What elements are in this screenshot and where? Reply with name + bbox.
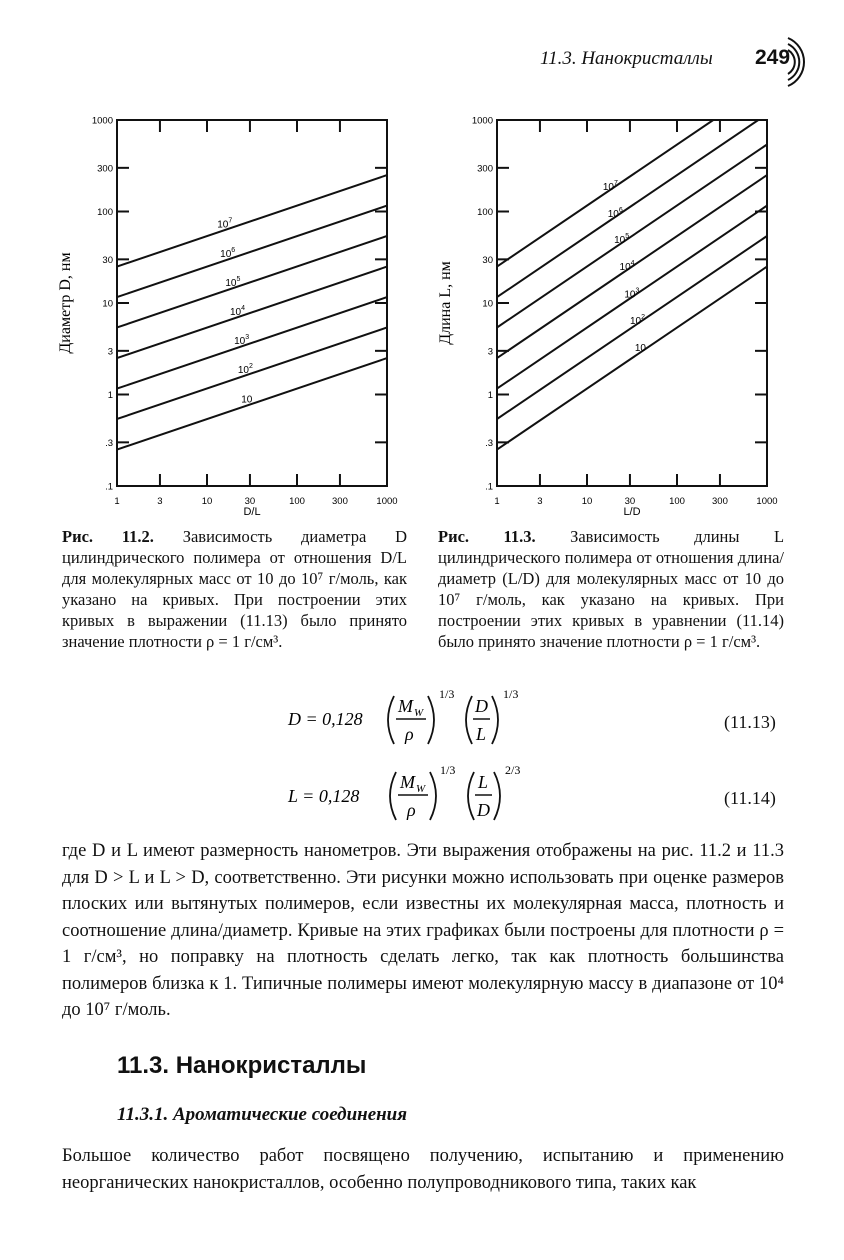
exponent-2: 2/3 bbox=[505, 763, 521, 777]
y-tick-label: .3 bbox=[105, 437, 113, 449]
y-tick-label: .1 bbox=[105, 481, 113, 493]
fraction-2-denominator: D bbox=[477, 800, 490, 820]
x-tick-label: 3 bbox=[157, 496, 163, 507]
exponent-1: 1/3 bbox=[439, 687, 455, 701]
series-label: $10^4$ bbox=[619, 260, 635, 274]
y-tick-label: 100 bbox=[477, 207, 493, 218]
equation-lhs: L = 0,128 bbox=[288, 786, 360, 806]
x-axis-label: L/D bbox=[623, 506, 641, 518]
page-number: 249 bbox=[755, 46, 791, 69]
series-label: $10^5$ bbox=[614, 233, 630, 247]
fraction-1-numerator-subscript: W bbox=[414, 707, 424, 719]
paren-left bbox=[388, 696, 394, 744]
x-tick-label: 100 bbox=[669, 496, 685, 507]
series-label: $10^2$ bbox=[237, 363, 253, 377]
series-label: 10 bbox=[634, 343, 646, 355]
y-tick-label: 1 bbox=[487, 390, 493, 401]
y-tick-label: .1 bbox=[485, 481, 493, 493]
page-corner-ornament-icon bbox=[786, 34, 820, 90]
fraction-1-denominator: ρ bbox=[405, 724, 414, 744]
y-tick-label: 10 bbox=[102, 298, 113, 310]
paren-right bbox=[492, 696, 498, 744]
x-tick-label: 10 bbox=[201, 496, 213, 507]
equation-lhs: D = 0,128 bbox=[288, 709, 363, 729]
x-tick-label: 3 bbox=[537, 496, 543, 507]
equation-number-11-13: (11.13) bbox=[724, 712, 776, 732]
series-label: $10^3$ bbox=[234, 333, 250, 347]
series-line bbox=[117, 206, 387, 298]
caption-text: Зависимость длины L цилиндрического полимера от отношения длина/диаметр (L/D) для молекулярных масс от 10 до 10⁷ г/моль, как указано на кривых. При построении этих кривых в уравнении (11.14) было принято значение плотности ρ = 1 г/см³. bbox=[438, 527, 785, 651]
y-tick-label: 30 bbox=[102, 254, 113, 266]
subsection-heading: 11.3.1. Ароматические соединения bbox=[117, 1104, 408, 1125]
series-label: $10^5$ bbox=[225, 275, 241, 289]
fraction-1-denominator: ρ bbox=[407, 800, 416, 820]
series-label: 10 bbox=[241, 394, 253, 406]
y-tick-label: 300 bbox=[97, 163, 113, 175]
x-tick-label: 1 bbox=[494, 496, 500, 507]
y-tick-label: 30 bbox=[482, 254, 493, 266]
y-axis-label: Диаметр D, нм bbox=[57, 252, 74, 354]
x-tick-label: 1 bbox=[114, 496, 120, 507]
series-line bbox=[497, 120, 713, 267]
fraction-1-numerator-subscript: W bbox=[416, 783, 426, 795]
fraction-1-numerator: M bbox=[400, 772, 415, 792]
x-axis-label: D/L bbox=[243, 506, 261, 518]
series-label: $10^6$ bbox=[607, 207, 623, 221]
y-tick-label: 300 bbox=[477, 163, 493, 175]
figure-11-2-chart bbox=[40, 108, 420, 528]
y-tick-label: 100 bbox=[97, 207, 113, 218]
y-tick-label: 1000 bbox=[471, 115, 493, 127]
paren-right bbox=[430, 772, 436, 820]
y-tick-label: .3 bbox=[485, 437, 493, 449]
section-heading: 11.3. Нанокристаллы bbox=[117, 1052, 367, 1079]
y-axis-label: Длина L, нм bbox=[437, 261, 454, 345]
y-tick-label: 3 bbox=[107, 346, 113, 358]
fraction-1-numerator: M bbox=[398, 696, 413, 716]
figure-11-3-caption bbox=[438, 526, 784, 652]
exponent-2: 1/3 bbox=[503, 687, 519, 701]
equation-11-14 bbox=[284, 758, 584, 828]
figure-11-2-caption bbox=[62, 526, 407, 652]
equation-number-11-14: (11.14) bbox=[724, 788, 776, 808]
y-tick-label: 3 bbox=[487, 346, 493, 358]
x-tick-label: 30 bbox=[624, 496, 636, 507]
caption-text: Зависимость диаметра D цилиндрического полимера от отношения D/L для молекулярных масс от 10 до 10⁷ г/моль, как указано на кривых. При построении этих кривых в выражении (11.13) было принято значение плотности ρ = 1 г/см³. bbox=[62, 527, 407, 651]
plot-frame bbox=[117, 120, 387, 486]
y-tick-label: 10 bbox=[482, 298, 493, 310]
x-tick-label: 10 bbox=[581, 496, 593, 507]
paren-left bbox=[468, 772, 474, 820]
x-tick-label: 100 bbox=[289, 496, 305, 507]
series-line bbox=[117, 267, 387, 359]
series-label: $10^2$ bbox=[629, 313, 645, 327]
series-label: $10^7$ bbox=[602, 179, 618, 193]
series-line bbox=[117, 175, 387, 267]
body-paragraph: где D и L имеют размерность нанометров. Эти выражения отображены на рис. 11.2 и 11.3 для D > L и L > D, соответственно. Эти рисунки можно использовать при оценке размеров плоских или вытянутых полимеров, если известны их молекулярная масса, плотность и соотношение длина/диаметр. Кривые на этих графиках были построены для плотности ρ = 1 г/см³, но поправку на плотность сделать легко, так как плотность большинства полимеров близка к 1. Типичные полимеры имеют молекулярную массу в диапазоне от 10⁴ до 10⁷ г/моль. bbox=[62, 841, 784, 1020]
fraction-2-numerator: D bbox=[475, 696, 488, 716]
paren-right bbox=[494, 772, 500, 820]
equation-11-13 bbox=[284, 680, 584, 750]
caption-label: Рис. 11.2. bbox=[62, 527, 154, 546]
caption-label: Рис. 11.3. bbox=[438, 527, 536, 546]
series-label: $10^3$ bbox=[624, 287, 640, 301]
figure-11-3-chart bbox=[420, 108, 800, 528]
paren-right bbox=[428, 696, 434, 744]
series-label: $10^6$ bbox=[220, 247, 236, 261]
y-tick-label: 1000 bbox=[91, 115, 113, 127]
series-label: $10^7$ bbox=[217, 217, 233, 231]
x-tick-label: 1000 bbox=[756, 496, 778, 507]
x-tick-label: 300 bbox=[332, 496, 348, 507]
paren-left bbox=[390, 772, 396, 820]
exponent-1: 1/3 bbox=[440, 763, 456, 777]
paren-left bbox=[466, 696, 472, 744]
running-head: 11.3. Нанокристаллы bbox=[540, 48, 713, 69]
body-paragraph: Большое количество работ посвящено получению, испытанию и применению неорганических нанокристаллов, особенно полупроводникового типа, таких как bbox=[62, 1146, 784, 1193]
fraction-2-numerator: L bbox=[478, 772, 489, 792]
series-label: $10^4$ bbox=[229, 304, 246, 318]
series-line bbox=[117, 297, 387, 388]
series-line bbox=[117, 236, 387, 328]
x-tick-label: 30 bbox=[244, 496, 256, 507]
x-tick-label: 300 bbox=[712, 496, 728, 507]
x-tick-label: 1000 bbox=[376, 496, 398, 507]
y-tick-label: 1 bbox=[107, 390, 113, 401]
fraction-2-denominator: L bbox=[476, 724, 487, 744]
